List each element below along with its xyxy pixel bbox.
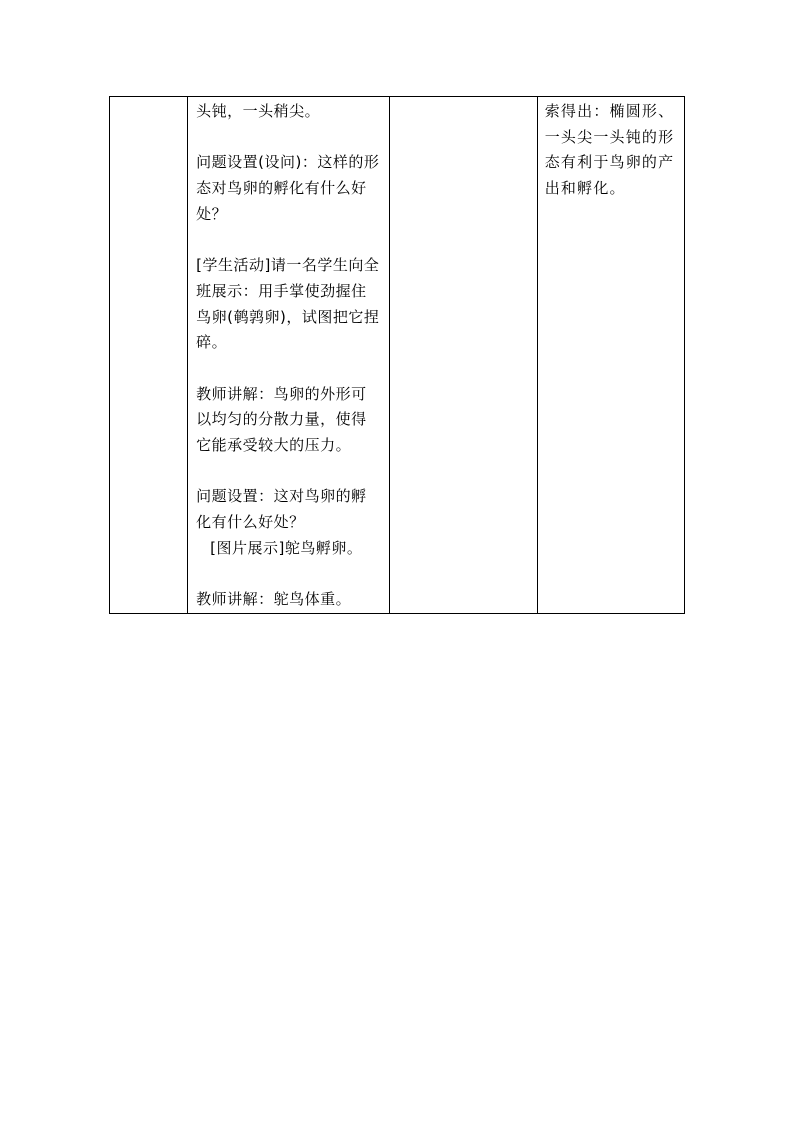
conclusion-text: 索得出：椭圆形、一头尖一头钝的形态有利于鸟卵的产出和孵化。 (544, 102, 675, 198)
table-row (110, 97, 685, 614)
lesson-plan-table (109, 96, 685, 614)
process-teacher-explanation-shape: 教师讲解：鸟卵的外形可以均匀的分散力量，使得它能承受较大的压力。 (196, 384, 367, 455)
process-student-activity: [学生活动]请一名学生向全班展示：用手掌使劲握住鸟卵(鹌鹑卵)，试图把它捏碎。 (196, 256, 380, 352)
process-question-shape-benefit: 问题设置(设问)：这样的形态对鸟卵的孵化有什么好处？ (196, 153, 380, 223)
process-text-egg-shape: 头钝，一头稍尖。 (196, 102, 321, 120)
table-cell-teaching-process (188, 97, 390, 614)
table-cell-empty-middle (390, 97, 537, 614)
process-image-display: [图片展示]鸵鸟孵卵。 (210, 538, 363, 557)
table-cell-empty-left (110, 97, 188, 614)
process-question-hatching: 问题设置：这对鸟卵的孵化有什么好处？ (196, 487, 367, 532)
process-teacher-explanation-ostrich: 教师讲解：鸵鸟体重。 (196, 590, 352, 609)
table-cell-conclusion (537, 97, 684, 614)
